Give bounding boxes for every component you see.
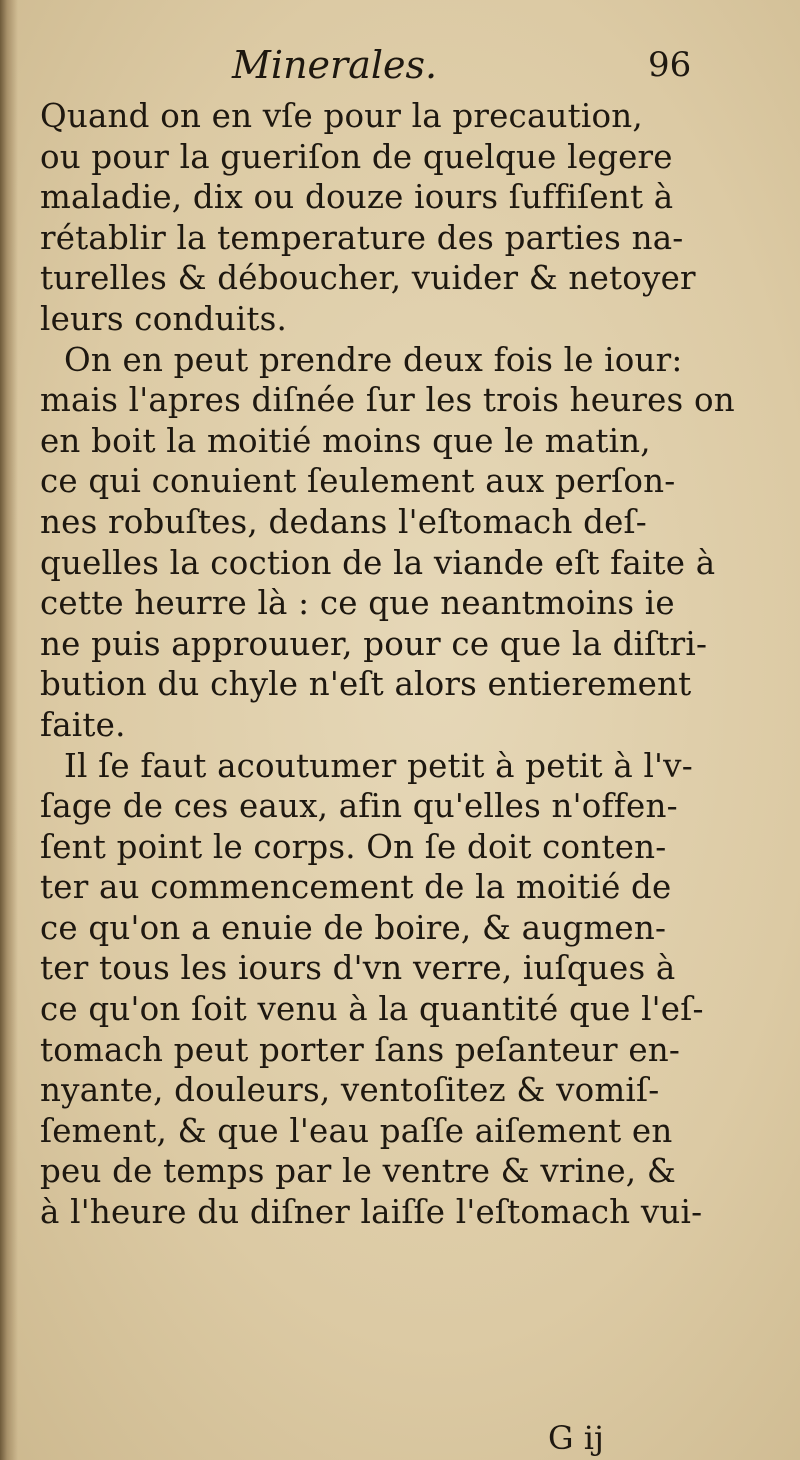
text-line: tomach peut porter ſans peſanteur en- <box>40 1030 681 1069</box>
text-line: en boit la moitié moins que le matin, <box>40 421 651 460</box>
page-number: 96 <box>648 45 692 85</box>
body-text <box>40 96 755 1233</box>
text-line: ce qui conuient ſeulement aux perſon- <box>40 462 676 501</box>
text-line: ter au commencement de la moitié de <box>40 868 672 907</box>
text-line: rétablir la temperature des parties na- <box>40 218 684 257</box>
text-line: nes robuſtes, dedans l'eſtomach deſ- <box>40 502 647 541</box>
text-line: ſement, & que l'eau paſſe aiſement en <box>40 1111 673 1150</box>
page-header <box>0 40 800 90</box>
text-line: leurs conduits. <box>40 299 288 338</box>
text-line: peu de temps par le ventre & vrine, & <box>40 1152 676 1191</box>
running-title: Minerales. <box>232 43 438 87</box>
binding-gutter <box>0 0 18 1460</box>
text-line: maladie, dix ou douze iours ſuffiſent à <box>40 178 674 217</box>
text-line: nyante, douleurs, ventoſitez & vomiſ- <box>40 1071 660 1110</box>
text-line: ſent point le corps. On ſe doit conten- <box>40 827 667 866</box>
text-line: bution du chyle n'eſt alors entierement <box>40 665 692 704</box>
text-line: turelles & déboucher, vuider & netoyer <box>40 259 696 298</box>
text-line: mais l'apres diſnée ſur les trois heures on <box>40 381 735 420</box>
paragraph-start-line: Il ſe faut acoutumer petit à petit à l'v- <box>64 746 693 785</box>
text-line: cette heurre là : ce que neantmoins ie <box>40 584 675 623</box>
text-line: ou pour la gueriſon de quelque legere <box>40 137 673 176</box>
text-line: ſage de ces eaux, afin qu'elles n'offen- <box>40 787 678 826</box>
text-line: à l'heure du diſner laiſſe l'eſtomach vui- <box>40 1193 703 1232</box>
text-line: Quand on en vſe pour la precaution, <box>40 97 643 135</box>
text-line: ce qu'on ſoit venu à la quantité que l'eſ- <box>40 990 704 1029</box>
text-line: ter tous les iours d'vn verre, iuſques à <box>40 949 676 988</box>
text-line: faite. <box>40 705 126 744</box>
text-line: ne puis approuuer, pour ce que la diſtri- <box>40 624 708 663</box>
paragraph-start-line: On en peut prendre deux fois le iour: <box>64 340 683 379</box>
signature-mark: G ij <box>548 1419 604 1457</box>
text-line: ce qu'on a enuie de boire, & augmen- <box>40 908 667 947</box>
text-line: quelles la coction de la viande eſt faite à <box>40 543 716 582</box>
